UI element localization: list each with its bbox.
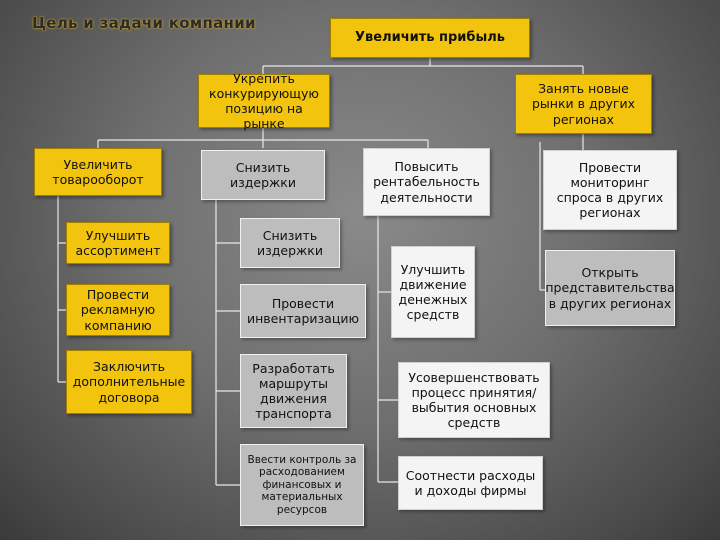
node-cash-flow: Улучшить движение денежных средств — [391, 246, 475, 338]
slide-title: Цель и задачи компании — [32, 14, 256, 32]
node-inventory: Провести инвентаризацию — [240, 284, 366, 338]
node-increase-turnover: Увеличить товарооборот — [34, 148, 162, 196]
node-additional-contracts: Заключить дополнительные договора — [66, 350, 192, 414]
node-resource-control: Ввести контроль за расходованием финансовых и материальных ресурсов — [240, 444, 364, 526]
node-transport-routes: Разработать маршруты движения транспорта — [240, 354, 347, 428]
node-strengthen-position: Укрепить конкурирующую позицию на рынке — [198, 74, 330, 128]
node-open-offices: Открыть представительства в других регионах — [545, 250, 675, 326]
root-node: Увеличить прибыль — [330, 18, 530, 58]
node-ad-campaign: Провести рекламную компанию — [66, 284, 170, 336]
node-reduce-costs-item: Снизить издержки — [240, 218, 340, 268]
node-fixed-assets-process: Усовершенствовать процесс принятия/выбытия основных средств — [398, 362, 550, 438]
node-reduce-costs: Снизить издержки — [201, 150, 325, 200]
node-improve-assortment: Улучшить ассортимент — [66, 222, 170, 264]
node-raise-profitability: Повысить рентабельность деятельности — [363, 148, 490, 216]
node-monitoring-demand: Провести мониторинг спроса в других регионах — [543, 150, 677, 230]
node-match-costs-income: Соотнести расходы и доходы фирмы — [398, 456, 543, 510]
node-new-markets: Занять новые рынки в других регионах — [515, 74, 652, 134]
